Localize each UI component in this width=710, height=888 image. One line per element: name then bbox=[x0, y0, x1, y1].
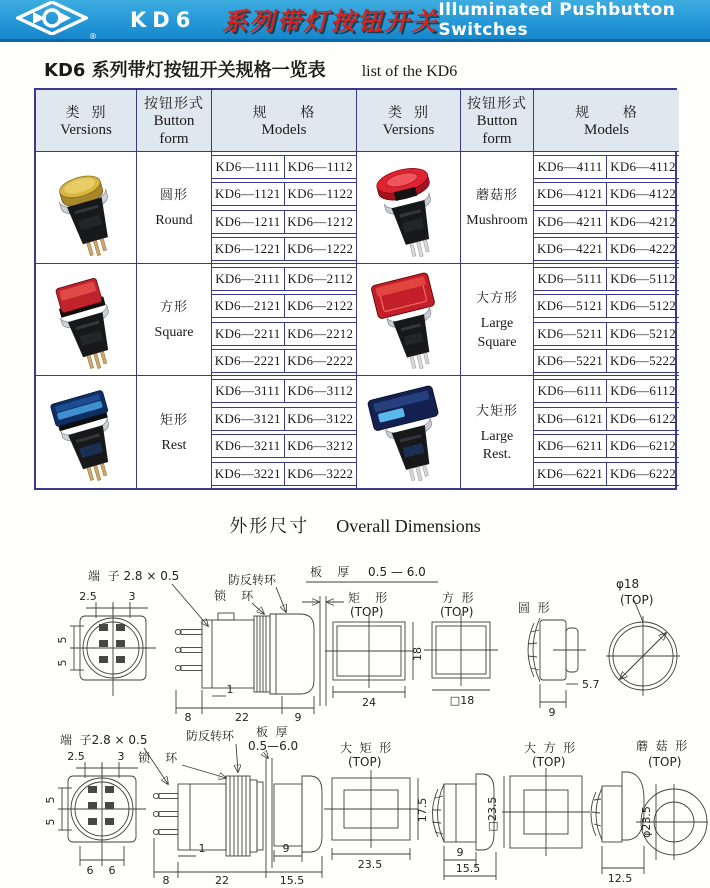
model-cell: KD6—2112 bbox=[284, 267, 357, 291]
model-cell: KD6—1222 bbox=[284, 237, 357, 261]
svg-text:9: 9 bbox=[548, 706, 556, 719]
header-versions-left: 类 别 Versions bbox=[36, 90, 137, 152]
lock-ring-label: 锁 环 bbox=[138, 751, 178, 765]
table-row bbox=[36, 376, 675, 488]
model-cell: KD6—5221 bbox=[534, 349, 606, 373]
svg-text:1: 1 bbox=[198, 842, 206, 855]
spec-table bbox=[34, 88, 677, 490]
svg-text:3: 3 bbox=[117, 750, 125, 763]
model-cell: KD6—6211 bbox=[534, 434, 606, 458]
model-cell: KD6—6122 bbox=[606, 407, 679, 431]
svg-text:(TOP): (TOP) bbox=[620, 593, 654, 607]
panel-thickness-label: 板 厚 bbox=[310, 565, 350, 579]
svg-text:15.5: 15.5 bbox=[455, 862, 481, 875]
large-square-top-view bbox=[486, 740, 590, 856]
table-row bbox=[36, 264, 675, 376]
model-cell: KD6—2122 bbox=[284, 294, 357, 318]
model-cell: KD6—1112 bbox=[284, 155, 357, 179]
svg-text:大 方 形: 大 方 形 bbox=[524, 741, 576, 755]
switch-photo-round bbox=[36, 152, 137, 264]
model-cell: KD6—4122 bbox=[606, 182, 679, 206]
round-side-view bbox=[518, 601, 600, 719]
svg-text:大 矩 形: 大 矩 形 bbox=[340, 741, 392, 755]
banner-kd6: KD6 bbox=[130, 7, 197, 32]
model-cell: KD6—1221 bbox=[212, 237, 284, 261]
rear-view-drawing bbox=[56, 590, 156, 696]
panel-thickness-range: 0.5—6.0 bbox=[248, 739, 299, 753]
model-cell: KD6—3222 bbox=[284, 462, 357, 486]
button-form-square: 方形 Square bbox=[137, 264, 212, 376]
model-cell: KD6—4111 bbox=[534, 155, 606, 179]
lock-ring-label: 锁 环 bbox=[214, 589, 254, 603]
model-cell: KD6—5112 bbox=[606, 267, 679, 291]
svg-text:(TOP): (TOP) bbox=[350, 605, 384, 619]
model-cell: KD6—3121 bbox=[212, 407, 284, 431]
svg-text:2.5: 2.5 bbox=[79, 590, 97, 603]
svg-text:φ23.5: φ23.5 bbox=[640, 806, 653, 838]
models-large-square bbox=[534, 264, 679, 376]
model-cell: KD6—4211 bbox=[534, 210, 606, 234]
model-cell: KD6—2212 bbox=[284, 322, 357, 346]
table-header-row bbox=[36, 90, 675, 152]
round-yellow-switch-icon bbox=[41, 156, 131, 260]
circle-top-view bbox=[606, 577, 680, 696]
svg-text:9: 9 bbox=[294, 711, 302, 724]
header-models-right: 规 格 Models bbox=[534, 90, 679, 152]
switch-photo-large-rect bbox=[357, 376, 461, 488]
terminal-size-label: 端 子 2.8 × 0.5 bbox=[88, 569, 180, 583]
svg-text:φ18: φ18 bbox=[616, 577, 640, 591]
model-cell: KD6—4222 bbox=[606, 237, 679, 261]
model-cell: KD6—2121 bbox=[212, 294, 284, 318]
dimensions-title-cn: 外形尺寸 bbox=[229, 516, 310, 537]
svg-text:5.7: 5.7 bbox=[582, 678, 600, 691]
svg-text:22: 22 bbox=[235, 711, 249, 724]
model-cell: KD6—6111 bbox=[534, 379, 606, 403]
model-cell: KD6—2221 bbox=[212, 349, 284, 373]
svg-text:6: 6 bbox=[86, 864, 94, 877]
model-cell: KD6—1111 bbox=[212, 155, 284, 179]
anti-rotation-label: 防反转环 bbox=[228, 573, 277, 587]
svg-text:5: 5 bbox=[44, 796, 57, 804]
button-form-large-rect: 大矩形 Large Rest. bbox=[461, 376, 534, 488]
header-banner bbox=[0, 0, 710, 42]
svg-text:18: 18 bbox=[411, 647, 424, 661]
panel-thickness-label: 板 厚 bbox=[256, 725, 288, 739]
models-square bbox=[212, 264, 357, 376]
model-cell: KD6—3221 bbox=[212, 462, 284, 486]
registered-mark: ® bbox=[89, 31, 97, 41]
svg-text:5: 5 bbox=[56, 659, 69, 667]
dimension-drawing-small-series bbox=[30, 556, 680, 724]
svg-text:5: 5 bbox=[44, 818, 57, 826]
svg-text:(TOP): (TOP) bbox=[648, 755, 682, 769]
page-title-en: list of the KD6 bbox=[361, 63, 458, 80]
model-cell: KD6—1121 bbox=[212, 182, 284, 206]
banner-title-en: Illuminated Pushbutton Switches bbox=[438, 0, 676, 40]
model-cell: KD6—5121 bbox=[534, 294, 606, 318]
svg-text:22: 22 bbox=[215, 874, 229, 886]
svg-text:方 形: 方 形 bbox=[442, 591, 474, 605]
switch-photo-square bbox=[36, 264, 137, 376]
svg-text:15.5: 15.5 bbox=[279, 874, 305, 886]
model-cell: KD6—3111 bbox=[212, 379, 284, 403]
model-cell: KD6—4221 bbox=[534, 237, 606, 261]
button-form-round: 圆形 Round bbox=[137, 152, 212, 264]
dimensions-title-en: Overall Dimensions bbox=[336, 516, 481, 536]
model-cell: KD6—4121 bbox=[534, 182, 606, 206]
model-cell: KD6—1211 bbox=[212, 210, 284, 234]
rear-view-drawing bbox=[44, 750, 146, 877]
header-buttonform-right: 按钮形式 Button form bbox=[461, 90, 534, 152]
switch-photo-large-square bbox=[357, 264, 461, 376]
svg-text:24: 24 bbox=[362, 696, 376, 709]
svg-text:5: 5 bbox=[56, 636, 69, 644]
large-rect-blue-switch-icon bbox=[363, 380, 455, 484]
svg-text:8: 8 bbox=[184, 711, 192, 724]
model-cell: KD6—6222 bbox=[606, 462, 679, 486]
header-models-left: 规 格 Models bbox=[212, 90, 357, 152]
model-cell: KD6—3122 bbox=[284, 407, 357, 431]
models-mushroom bbox=[534, 152, 679, 264]
page-title bbox=[44, 56, 457, 82]
large-square-red-switch-icon bbox=[363, 268, 455, 372]
models-large-rect bbox=[534, 376, 679, 488]
svg-text:蘑 菇 形: 蘑 菇 形 bbox=[636, 739, 688, 753]
svg-text:□23.5: □23.5 bbox=[486, 796, 499, 832]
dimensions-title bbox=[0, 512, 710, 538]
svg-text:(TOP): (TOP) bbox=[348, 755, 382, 769]
svg-text:9: 9 bbox=[456, 846, 464, 859]
table-row bbox=[36, 152, 675, 264]
model-cell: KD6—6212 bbox=[606, 434, 679, 458]
models-round bbox=[212, 152, 357, 264]
dimension-drawing-large-series bbox=[26, 722, 708, 886]
switch-photo-mushroom bbox=[357, 152, 461, 264]
square-red-switch-icon bbox=[41, 268, 131, 372]
svg-text:2.5: 2.5 bbox=[67, 750, 85, 763]
svg-text:12.5: 12.5 bbox=[607, 872, 633, 885]
svg-text:1: 1 bbox=[226, 683, 234, 696]
svg-text:(TOP): (TOP) bbox=[532, 755, 566, 769]
model-cell: KD6—5111 bbox=[534, 267, 606, 291]
mushroom-top-view bbox=[636, 738, 708, 860]
svg-text:23.5: 23.5 bbox=[357, 858, 383, 871]
side-view-drawing bbox=[175, 572, 344, 724]
mushroom-red-switch-icon bbox=[363, 156, 455, 260]
brand-logo-icon bbox=[16, 1, 97, 41]
button-form-large-square: 大方形 Large Square bbox=[461, 264, 534, 376]
svg-text:3: 3 bbox=[128, 590, 136, 603]
model-cell: KD6—5212 bbox=[606, 322, 679, 346]
page-title-cn: KD6 系列带灯按钮开关规格一览表 bbox=[44, 60, 326, 81]
model-cell: KD6—2111 bbox=[212, 267, 284, 291]
panel-thickness-range: 0.5 — 6.0 bbox=[368, 565, 426, 579]
header-versions-right: 类 别 Versions bbox=[357, 90, 461, 152]
terminal-size-label: 端 子2.8 × 0.5 bbox=[60, 733, 148, 747]
model-cell: KD6—5222 bbox=[606, 349, 679, 373]
rect-top-view bbox=[325, 591, 424, 709]
model-cell: KD6—6112 bbox=[606, 379, 679, 403]
model-cell: KD6—3212 bbox=[284, 434, 357, 458]
svg-text:圆 形: 圆 形 bbox=[518, 601, 550, 615]
model-cell: KD6—6121 bbox=[534, 407, 606, 431]
model-cell: KD6—1212 bbox=[284, 210, 357, 234]
model-cell: KD6—5211 bbox=[534, 322, 606, 346]
header-buttonform-left: 按钮形式 Button form bbox=[137, 90, 212, 152]
models-rect bbox=[212, 376, 357, 488]
model-cell: KD6—6221 bbox=[534, 462, 606, 486]
svg-text:6: 6 bbox=[108, 864, 116, 877]
model-cell: KD6—4112 bbox=[606, 155, 679, 179]
model-cell: KD6—3211 bbox=[212, 434, 284, 458]
svg-text:(TOP): (TOP) bbox=[440, 605, 474, 619]
rect-blue-switch-icon bbox=[41, 380, 131, 484]
anti-rotation-label: 防反转环 bbox=[186, 729, 235, 743]
model-cell: KD6—2211 bbox=[212, 322, 284, 346]
square-top-view bbox=[424, 590, 498, 707]
svg-text:8: 8 bbox=[162, 874, 170, 886]
model-cell: KD6—4212 bbox=[606, 210, 679, 234]
large-rect-top-view bbox=[324, 740, 429, 871]
svg-text:矩 形: 矩 形 bbox=[348, 591, 388, 605]
svg-text:9: 9 bbox=[282, 842, 290, 855]
side-view-drawing bbox=[138, 724, 322, 886]
switch-photo-rect bbox=[36, 376, 137, 488]
model-cell: KD6—5122 bbox=[606, 294, 679, 318]
model-cell: KD6—1122 bbox=[284, 182, 357, 206]
model-cell: KD6—2222 bbox=[284, 349, 357, 373]
button-form-rect: 矩形 Rest bbox=[137, 376, 212, 488]
mushroom-side-view bbox=[591, 772, 644, 885]
svg-text:□18: □18 bbox=[449, 694, 475, 707]
banner-title-cn: 系列带灯按钮开关 bbox=[222, 6, 439, 36]
button-form-mushroom: 蘑菇形 Mushroom bbox=[461, 152, 534, 264]
svg-text:17.5: 17.5 bbox=[416, 797, 429, 823]
model-cell: KD6—3112 bbox=[284, 379, 357, 403]
